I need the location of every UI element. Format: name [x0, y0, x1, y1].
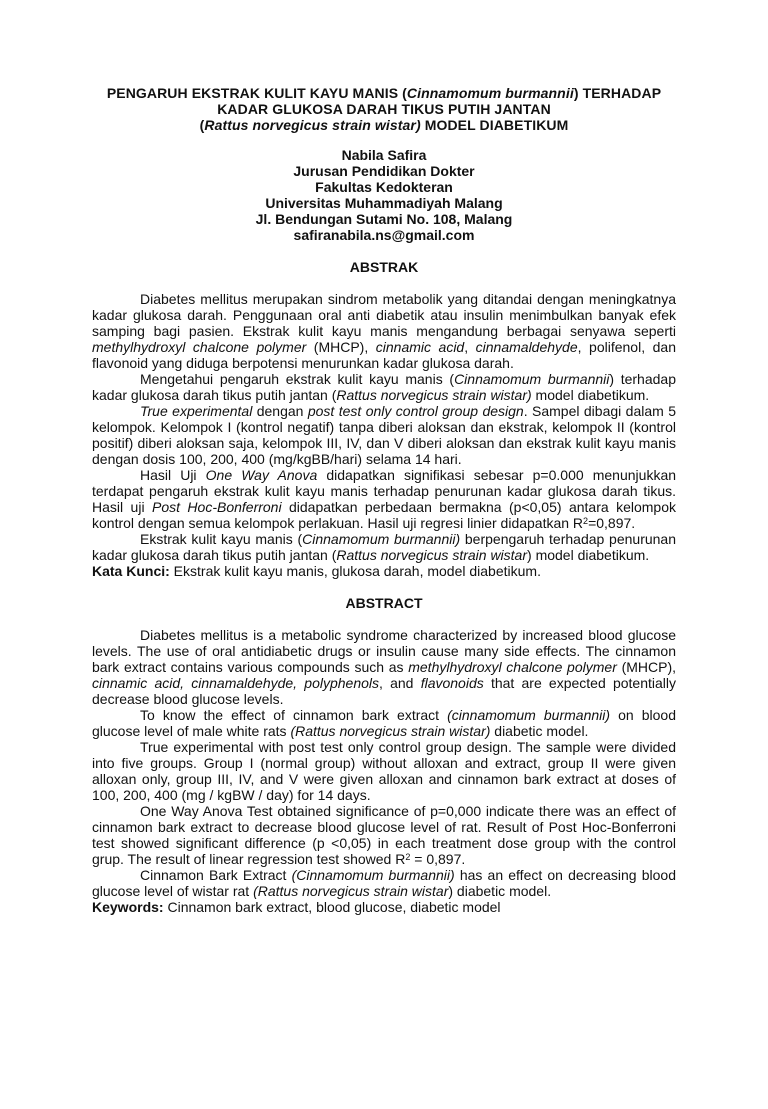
abstrak-heading: ABSTRAK [349, 259, 419, 275]
text: didapatkan signifikasi sebesar p=0.000 menunjukkan terdapat pengaruh ekstrak kulit kayu manis terhadap penurunan kadar glukosa darah tikus. Hasil uji [92, 467, 677, 515]
text: flavonoids [420, 675, 484, 691]
text: methylhydroxyl chalcone polymer [92, 339, 307, 355]
text: that are expected potentially decrease blood glucose levels. [92, 675, 677, 707]
text: cinnamaldehyde [475, 339, 578, 355]
keywords-label: Kata Kunci: [92, 563, 170, 579]
author-block [92, 147, 676, 243]
author-faculty: Fakultas Kedokteran [315, 179, 453, 195]
text: Cinnamomum burmannii [454, 371, 610, 387]
text: , and [379, 675, 421, 691]
abstrak-paragraph [92, 531, 676, 563]
text: has an effect on decreasing blood glucose level of wistar rat [92, 867, 676, 899]
keywords-text: Cinnamon bark extract, blood glucose, diabetic model [163, 899, 501, 915]
text: Hasil Uji [140, 467, 206, 483]
abstrak-paragraph [92, 291, 676, 371]
author-email: safiranabila.ns@gmail.com [293, 227, 475, 243]
abstract-paragraph [92, 627, 676, 707]
text: ) diabetic model. [448, 883, 552, 899]
title-species: Cinnamomum burmannii [406, 85, 574, 101]
author-university: Universitas Muhammadiyah Malang [265, 195, 503, 211]
text: on blood glucose level of male white rats [92, 707, 677, 739]
title-line-2: KADAR GLUKOSA DARAH TIKUS PUTIH JANTAN [217, 101, 551, 117]
text: , polifenol, dan flavonoid yang diduga berpotensi menurunkan kadar glukosa darah. [92, 339, 676, 371]
text: ) terhadap kadar glukosa darah tikus putih jantan ( [92, 371, 676, 403]
title-species: Rattus norvegicus strain wistar) [204, 117, 421, 133]
text: Rattus norvegicus strain wistar) [336, 387, 532, 403]
text: =0,897. [588, 515, 636, 531]
title-text: PENGARUH EKSTRAK KULIT KAYU MANIS ( [106, 85, 407, 101]
paper-page [0, 85, 768, 1109]
kata-kunci [92, 563, 676, 579]
text: One Way Anova Test obtained significance of p=0,000 indicate there was an effect of cinnamon bark extract to decrease blood glucose level of rat. Result of Post Hoc-Bonferroni test showed significant difference (p <0,05) in each treatment dose group with the control grup. The result of linear regression test showed R [92, 803, 676, 867]
text: Cinnamomum burmannii) [302, 531, 461, 547]
title-text: ) TERHADAP [573, 85, 662, 101]
paper-title [92, 85, 676, 133]
abstract-body [92, 627, 676, 915]
text: (MHCP), [616, 659, 677, 675]
text: = 0,897. [410, 851, 466, 867]
text: model diabetikum. [531, 387, 650, 403]
text: methylhydroxyl chalcone polymer [408, 659, 617, 675]
text: (Cinnamomum burmannii) [291, 867, 455, 883]
text: berpengaruh terhadap penurunan kadar glukosa darah tikus putih jantan ( [92, 531, 676, 563]
abstract-paragraph [92, 803, 676, 867]
text: cinnamic acid, cinnamaldehyde, polyphenols [92, 675, 380, 691]
text: Ekstrak kulit kayu manis ( [140, 531, 303, 547]
title-text: MODEL DIABETIKUM [420, 117, 569, 133]
title-line-3 [92, 117, 676, 133]
text: (Rattus norvegicus strain wistar [253, 883, 449, 899]
text: cinnamic acid [375, 339, 465, 355]
keywords [92, 899, 676, 915]
author-department: Jurusan Pendidikan Dokter [293, 163, 475, 179]
text: post test only control group design [307, 403, 524, 419]
text: Mengetahui pengaruh ekstrak kulit kayu manis ( [140, 371, 455, 387]
abstract-paragraph [92, 867, 676, 899]
keywords-text: Ekstrak kulit kayu manis, glukosa darah, model diabetikum. [169, 563, 541, 579]
text: (MHCP), [306, 339, 376, 355]
abstrak-paragraph [92, 467, 676, 531]
text: diabetic model. [490, 723, 589, 739]
title-text: ( [199, 117, 205, 133]
text: ) model diabetikum. [527, 547, 650, 563]
author-address: Jl. Bendungan Sutami No. 108, Malang [255, 211, 513, 227]
abstrak-paragraph [92, 403, 676, 467]
text: Diabetes mellitus merupakan sindrom metabolik yang ditandai dengan meningkatnya kadar glukosa darah. Penggunaan oral anti diabetik atau insulin menimbulkan banyak efek samping bagi pasien. Ekstrak kulit kayu manis mengandung berbagai senyawa seperti [92, 291, 676, 339]
text: True experimental [140, 403, 253, 419]
text: didapatkan perbedaan bermakna (p<0,05) antara kelompok kontrol dengan semua kelompok perlakuan. Hasil uji regresi linier didapatkan R [92, 499, 676, 531]
text: dengan [252, 403, 308, 419]
text: Rattus norvegicus strain wistar [336, 547, 528, 563]
abstrak-paragraph [92, 371, 676, 403]
keywords-label: Keywords: [92, 899, 164, 915]
superscript: 2 [405, 852, 411, 862]
text: . Sampel dibagi dalam 5 kelompok. Kelompok I (kontrol negatif) tanpa diberi aloksan dan ekstrak, kelompok II (kontrol positif) diberi aloksan saja, kelompok III, IV, dan V diberi aloksan dan ekstrak kulit kayu manis dengan dosis 100, 200, 400 (mg/kgBB/hari) selama 14 hari. [92, 403, 677, 467]
text: (Rattus norvegicus strain wistar) [290, 723, 491, 739]
abstract-paragraph: True experimental with post test only control group design. The sample were divided into five groups. Group I (normal group) without alloxan and extract, group II were given alloxan only, group III, IV, and V were given alloxan and cinnamon bark extract at doses of 100, 200, 400 (mg / kgBW / day) for 14 days. [92, 739, 676, 803]
text: One Way Anova [205, 467, 318, 483]
abstrak-body [92, 291, 676, 579]
text: Cinnamon Bark Extract [140, 867, 292, 883]
text: To know the effect of cinnamon bark extract [140, 707, 448, 723]
abstract-heading: ABSTRACT [345, 595, 423, 611]
text: Post Hoc-Bonferroni [151, 499, 282, 515]
title-line-1 [92, 85, 676, 101]
abstract-paragraph [92, 707, 676, 739]
text: , [464, 339, 476, 355]
text: (cinnamomum burmannii) [447, 707, 611, 723]
superscript: 2 [583, 516, 589, 526]
text: Diabetes mellitus is a metabolic syndrome characterized by increased blood glucose levels. The use of oral antidiabetic drugs or insulin cause many side effects. The cinnamon bark extract contains various compounds such as [92, 627, 676, 675]
author-name: Nabila Safira [341, 147, 427, 163]
